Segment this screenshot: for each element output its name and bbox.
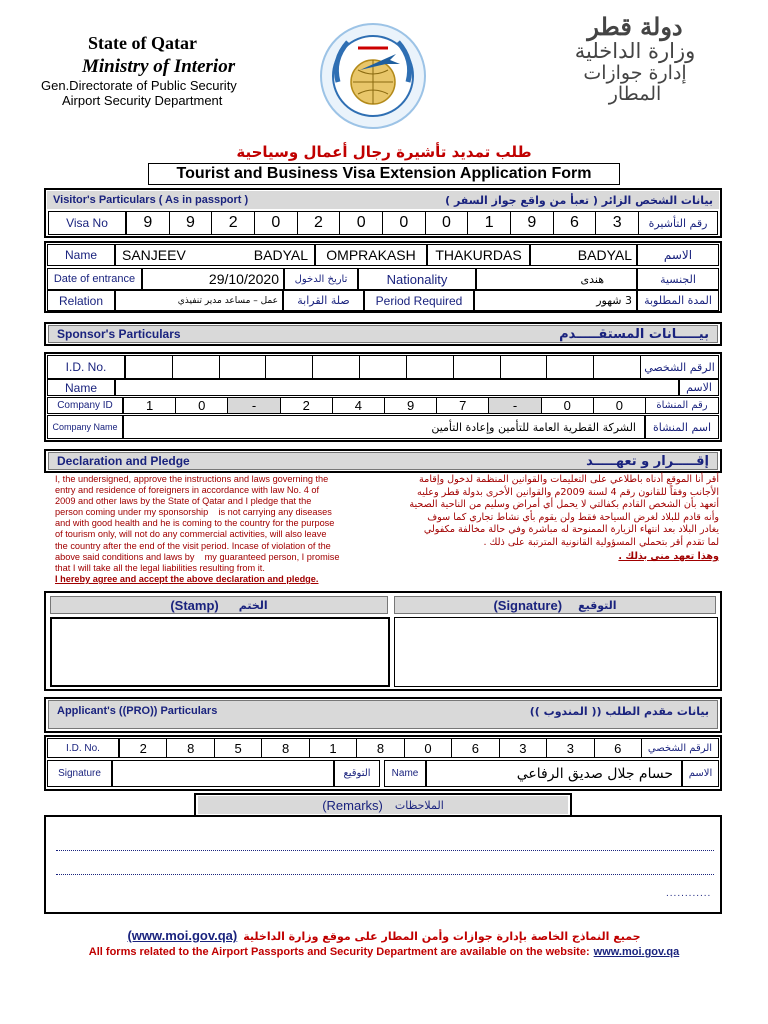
sponsor-id-digit-9[interactable]	[500, 355, 548, 379]
declaration-ar-line: الأجانب وفقاً للقانون رقم 4 لسنة 2009م والقوانين الأخرى بدولة قطر وعليه	[417, 486, 719, 498]
date-entrance-label: Date of entrance	[47, 268, 142, 290]
applicant-title-en: Applicant's ((PRO)) Particulars	[57, 705, 218, 717]
header-ar-ministry: وزارة الداخلية	[574, 39, 696, 64]
declaration-en-line: entry and residence of foreigners in accordance with law No. 4 of	[55, 485, 320, 496]
period-value[interactable]: 3 شهور	[474, 290, 637, 311]
remarks-end-dots: ............	[666, 888, 712, 899]
name-part-2[interactable]: BADYAL	[213, 244, 315, 266]
visitor-title-ar: بيانات الشخص الزائر ( تعبأ من واقع جواز السفر )	[445, 193, 713, 207]
sponsor-name-label: Name	[47, 379, 115, 396]
remarks-header	[198, 796, 568, 814]
applicant-id-digit-3[interactable]: 5	[214, 738, 262, 758]
sponsor-id-digit-5[interactable]	[312, 355, 360, 379]
header-state: State of Qatar	[88, 33, 197, 53]
visa-no-row	[48, 211, 718, 235]
visa-digit-8[interactable]: 0	[425, 211, 469, 235]
visa-digit-5[interactable]: 2	[297, 211, 341, 235]
relation-value[interactable]: عمل – مساعد مدير تنفيذي	[115, 290, 283, 311]
applicant-id-digit-7[interactable]: 0	[404, 738, 452, 758]
declaration-ar-line: يغادر البلاد بعد انتهاء الزيارة الممنوحة له مباشرة وفي حالة مخالفة مكفولي	[423, 524, 719, 536]
company-name-value[interactable]: الشركة القطرية العامة للتأمين وإعادة التأمين	[123, 415, 645, 439]
company-id-digit-9[interactable]: 0	[541, 397, 594, 414]
name-part-3[interactable]: OMPRAKASH	[315, 244, 427, 266]
name-label-ar: الاسم	[637, 244, 719, 266]
signature-title-en: (Signature)	[493, 597, 563, 613]
declaration-en-line: the country after the end of the visit period. Incase of violation of the	[55, 540, 331, 551]
visitor-header	[47, 191, 719, 209]
applicant-id-cells	[119, 738, 641, 758]
visa-digit-cells	[126, 211, 638, 235]
declaration-ar-line: لما تقدم أقر بتحملي المسؤولية القانونية المترتبة على ذلك .	[483, 536, 719, 548]
signature-box[interactable]	[394, 617, 718, 687]
applicant-name-value[interactable]: حسام جلال صديق الرفاعي	[426, 760, 682, 787]
remarks-title-en: (Remarks)	[322, 797, 383, 813]
sponsor-title-en: Sponsor's Particulars	[57, 327, 181, 341]
applicant-id-digit-1[interactable]: 2	[119, 738, 167, 758]
footer-line-1	[0, 928, 768, 943]
period-label-ar: المدة المطلوبة	[637, 290, 719, 311]
visa-digit-10[interactable]: 9	[510, 211, 554, 235]
nationality-value[interactable]: هندى	[476, 268, 637, 290]
name-label: Name	[47, 244, 115, 266]
applicant-id-digit-11[interactable]: 6	[594, 738, 642, 758]
signature-header	[394, 596, 716, 614]
ministry-logo	[318, 20, 428, 132]
company-id-digit-8[interactable]: -	[488, 397, 541, 414]
sponsor-name-label-ar: الاسم	[679, 379, 719, 396]
company-id-digit-6[interactable]: 9	[384, 397, 437, 414]
sponsor-id-digit-6[interactable]	[359, 355, 407, 379]
company-id-digit-7[interactable]: 7	[436, 397, 489, 414]
visa-digit-6[interactable]: 0	[339, 211, 383, 235]
header-ar-state: دولة قطر	[587, 12, 683, 41]
declaration-en-line: and with good health and he is coming to the country for the purpose	[55, 518, 335, 529]
visa-digit-1[interactable]: 9	[126, 211, 170, 235]
company-id-digit-4[interactable]: 2	[280, 397, 333, 414]
sponsor-id-digit-3[interactable]	[219, 355, 267, 379]
declaration-title-ar: إقـــــرار و تعهـــــد	[586, 453, 709, 469]
company-id-digit-5[interactable]: 4	[332, 397, 385, 414]
sponsor-id-cells	[125, 355, 640, 379]
applicant-name-label: Name	[384, 760, 426, 787]
date-entrance-value[interactable]: 29/10/2020	[142, 268, 284, 290]
form-title-ar: طلب تمديد تأشيرة رجال أعمال وسياحية	[236, 143, 532, 161]
applicant-id-label: I.D. No.	[47, 738, 119, 758]
name-part-4[interactable]: THAKURDAS	[427, 244, 530, 266]
applicant-id-digit-2[interactable]: 8	[166, 738, 214, 758]
company-name-label-ar: اسم المنشاة	[645, 415, 719, 439]
company-id-label: Company ID	[47, 397, 123, 414]
declaration-agree-ar: وهذا تعهد مني بذلك .	[618, 551, 719, 562]
footer-website-link[interactable]: www.moi.gov.qa	[593, 946, 680, 958]
applicant-id-digit-4[interactable]: 8	[261, 738, 309, 758]
declaration-ar-line: أقر أنا الموقع أدناه باطلاعي على التعليمات والقوانين المنظمة لدخول وإقامة	[419, 474, 719, 485]
declaration-en-line: above said conditions and laws by my guaranteed person, I promise	[55, 551, 340, 562]
visa-no-label-ar: رقم التأشيرة	[638, 211, 718, 235]
visitor-title-en: Visitor's Particulars ( As in passport )	[53, 194, 249, 206]
visa-digit-2[interactable]: 9	[169, 211, 213, 235]
remarks-box[interactable]	[44, 815, 722, 914]
sponsor-id-label: I.D. No.	[47, 355, 125, 379]
sponsor-header	[48, 325, 718, 343]
visa-digit-3[interactable]: 2	[211, 211, 255, 235]
nationality-label: Nationality	[358, 268, 476, 290]
declaration-title-en: Declaration and Pledge	[57, 454, 190, 468]
period-label: Period Required	[364, 290, 474, 311]
declaration-agree-en: I hereby agree and accept the above declaration and pledge.	[55, 574, 319, 584]
remarks-title-ar: الملاحظات	[394, 798, 444, 812]
header-ministry: Ministry of Interior	[82, 56, 236, 77]
stamp-title-ar: الختم	[238, 598, 268, 612]
sponsor-id-digit-11[interactable]	[593, 355, 641, 379]
header-ar-department: إدارة جوازات المطار	[583, 62, 687, 106]
sponsor-id-digit-7[interactable]	[406, 355, 454, 379]
sponsor-id-digit-4[interactable]	[265, 355, 313, 379]
company-id-digit-2[interactable]: 0	[175, 397, 228, 414]
declaration-text-en	[55, 474, 375, 574]
applicant-id-label-ar: الرقم الشخصي	[641, 738, 719, 758]
footer-en: All forms related to the Airport Passports and Security Department are available on the website:	[88, 946, 590, 958]
applicant-id-digit-5[interactable]: 1	[309, 738, 357, 758]
visa-digit-7[interactable]: 0	[382, 211, 426, 235]
footer-line-2	[0, 946, 768, 958]
remarks-line-1	[56, 850, 714, 851]
sponsor-id-digit-2[interactable]	[172, 355, 220, 379]
company-id-digit-3[interactable]: -	[227, 397, 280, 414]
declaration-ar-line: وأنه قادم للبلاد لغرض السياحة فقط ولن يقوم بأي نشاط تجاري كما سوف	[427, 511, 719, 523]
declaration-en-line: I, the undersigned, approve the instructions and laws governing the	[55, 474, 329, 484]
declaration-en-line: of tourism only, will not do any commercial activities, will also leave	[55, 529, 327, 540]
footer-ar: جميع النماذج الخاصة بإدارة جوازات وأمن المطار على موقع وزارة الداخلية	[243, 930, 641, 943]
sponsor-id-digit-1[interactable]	[125, 355, 173, 379]
nationality-label-ar: الجنسية	[637, 268, 719, 290]
declaration-text-ar	[392, 474, 719, 550]
visa-digit-11[interactable]: 6	[553, 211, 597, 235]
stamp-box[interactable]	[50, 617, 390, 687]
remarks-line-2	[56, 874, 714, 875]
sponsor-id-digit-8[interactable]	[453, 355, 501, 379]
footer-url-link[interactable]: (www.moi.gov.qa)	[127, 928, 238, 943]
applicant-signature-field[interactable]	[112, 760, 334, 787]
company-id-digit-1[interactable]: 1	[123, 397, 176, 414]
applicant-signature-label: Signature	[47, 760, 112, 787]
date-entrance-label-ar: تاريخ الدخول	[284, 268, 358, 290]
visa-digit-4[interactable]: 0	[254, 211, 298, 235]
applicant-signature-label-ar: التوقيع	[334, 760, 380, 787]
applicant-name-label-ar: الاسم	[682, 760, 719, 787]
visa-digit-9[interactable]: 1	[467, 211, 511, 235]
declaration-header	[48, 452, 718, 470]
applicant-id-digit-10[interactable]: 3	[546, 738, 594, 758]
company-id-digit-10[interactable]: 0	[593, 397, 646, 414]
name-part-1[interactable]: SANJEEV	[115, 244, 213, 266]
applicant-title-ar: بيانات مقدم الطلب (( المندوب ))	[529, 705, 709, 718]
company-id-cells	[123, 397, 645, 414]
sponsor-id-digit-10[interactable]	[546, 355, 594, 379]
header-arabic	[560, 14, 710, 105]
header-directorate: Gen.Directorate of Public Security	[41, 78, 237, 93]
relation-label: Relation	[47, 290, 115, 311]
signature-title-ar: التوقيع	[578, 598, 617, 612]
declaration-ar-line: أتعهد بأن الشخص القادم بكفالتي لا يحمل أي أمراض وسليم من الناحية الصحية	[409, 499, 719, 511]
applicant-id-digit-9[interactable]: 3	[499, 738, 547, 758]
sponsor-name-field[interactable]	[115, 379, 679, 396]
declaration-en-line: person coming under my sponsorship is not carrying any diseases	[55, 507, 332, 518]
declaration-en-line: 2009 and other laws by the State of Qatar and I pledge that the	[55, 496, 312, 507]
company-name-label: Company Name	[47, 415, 123, 439]
stamp-header	[50, 596, 388, 614]
sponsor-title-ar: بيـــــانات المستقـــــدم	[559, 326, 709, 342]
company-id-label-ar: رقم المنشاة	[645, 397, 719, 414]
header-department: Airport Security Department	[62, 93, 223, 108]
visa-digit-12[interactable]: 3	[595, 211, 639, 235]
applicant-id-digit-6[interactable]: 8	[356, 738, 404, 758]
applicant-id-digit-8[interactable]: 6	[451, 738, 499, 758]
sponsor-id-label-ar: الرقم الشخصي	[640, 355, 719, 379]
declaration-en-line: that I will take all the legal liabilities resulting from it.	[55, 562, 265, 573]
visa-no-label: Visa No	[48, 211, 126, 235]
form-title-en: Tourist and Business Visa Extension Application Form	[148, 163, 620, 185]
applicant-header	[48, 700, 718, 729]
relation-label-ar: صلة القرابة	[283, 290, 364, 311]
name-part-5[interactable]: BADYAL	[530, 244, 637, 266]
stamp-title-en: (Stamp)	[170, 597, 219, 613]
